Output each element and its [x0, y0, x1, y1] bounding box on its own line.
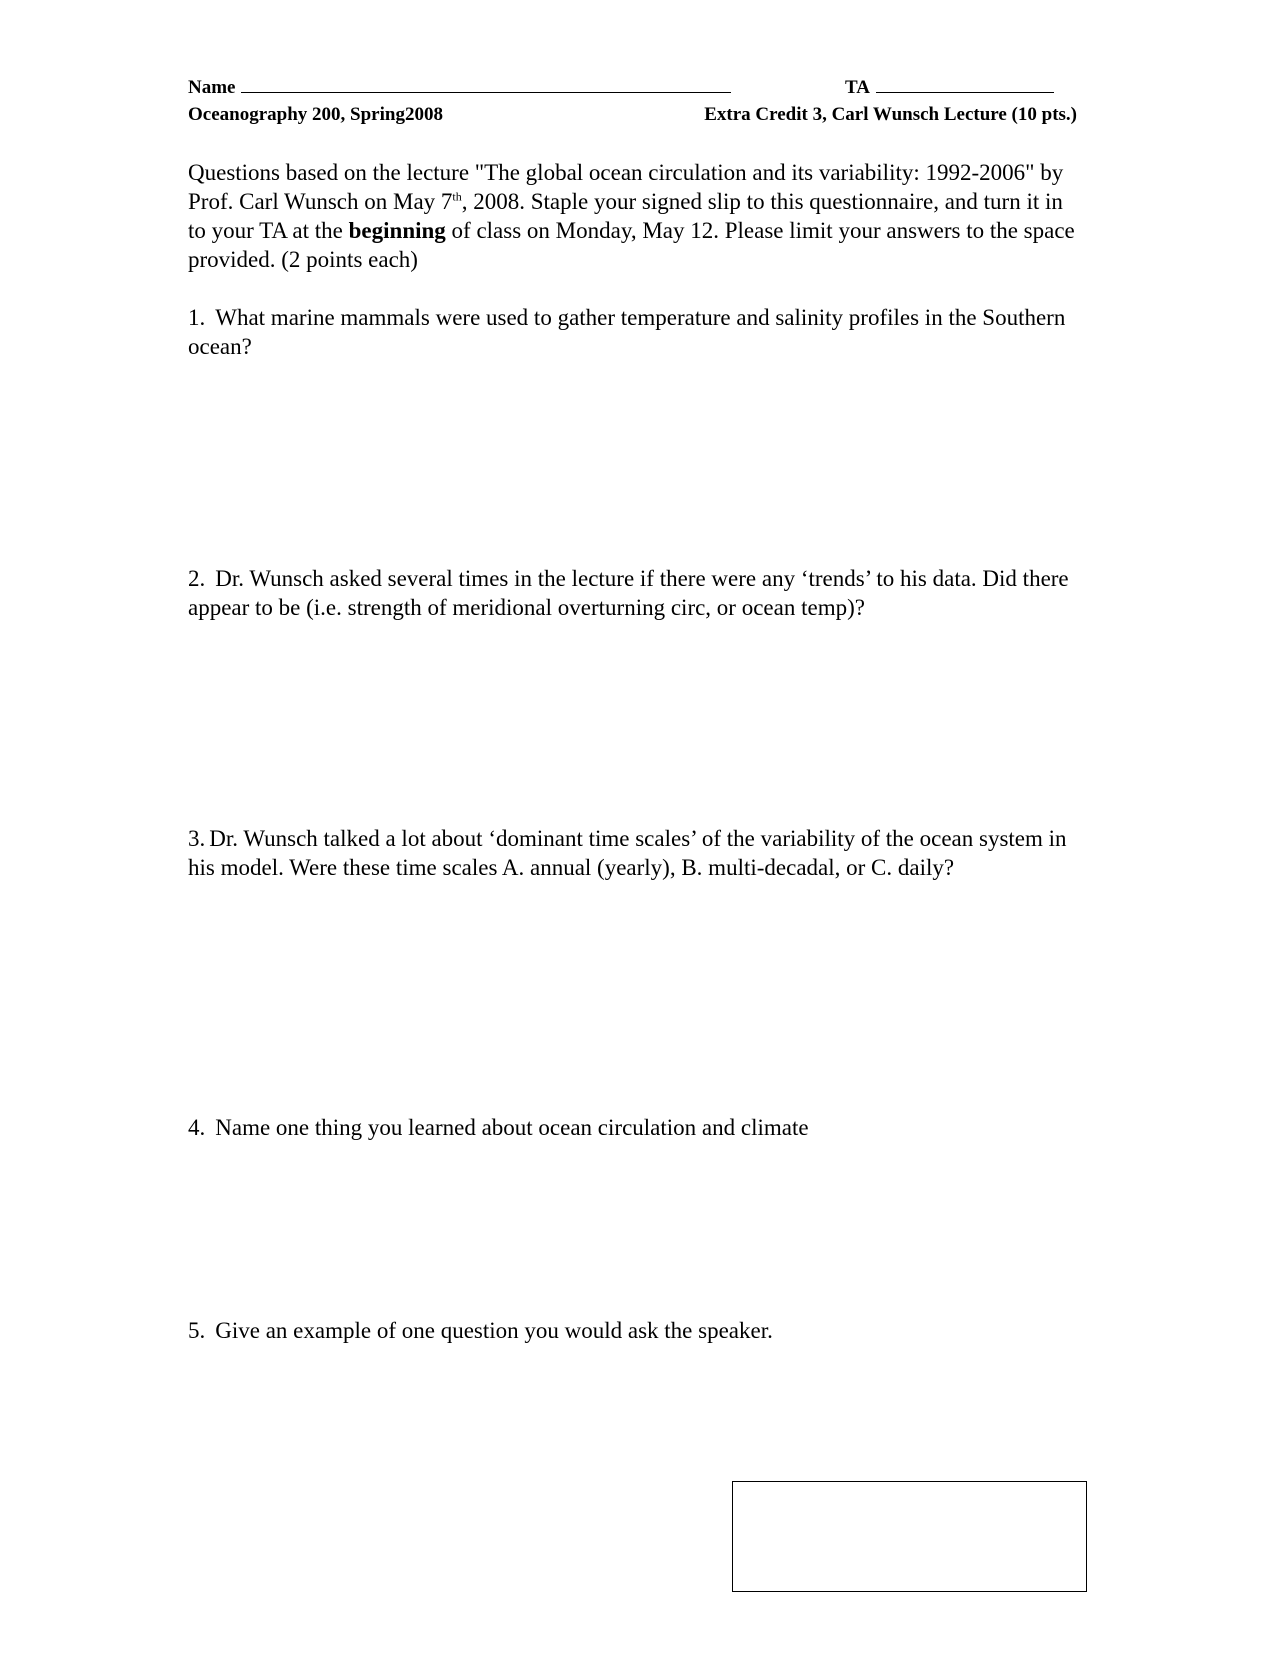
question-4 — [188, 1113, 1078, 1142]
question-text: Dr. Wunsch talked a lot about ‘dominant time scales’ of the variability of the ocean system in his model. Were these time scales A. annual (yearly), B. multi-decadal, or C. daily? — [188, 826, 1067, 880]
course-title: Oceanography 200, Spring2008 — [188, 104, 443, 125]
name-blank-line[interactable] — [241, 75, 731, 93]
name-field[interactable] — [188, 75, 731, 99]
intro-text-1: Questions based on the lecture "The global ocean circulation and its variability: 1992-2006" by Prof. Carl Wunsch on May 7 — [188, 160, 1064, 214]
question-text: Give an example of one question you would ask the speaker. — [215, 1318, 773, 1343]
question-3 — [188, 824, 1078, 882]
question-text: Name one thing you learned about ocean circulation and climate — [215, 1115, 809, 1140]
name-label: Name — [188, 77, 236, 98]
question-number: 5. — [188, 1318, 206, 1343]
slip-box[interactable] — [732, 1481, 1087, 1592]
question-number: 2. — [188, 566, 206, 591]
ta-blank-line[interactable] — [876, 75, 1054, 93]
question-number: 1. — [188, 305, 206, 330]
intro-paragraph — [188, 158, 1078, 274]
assignment-title: Extra Credit 3, Carl Wunsch Lecture (10 pts.) — [704, 104, 1077, 125]
question-2 — [188, 564, 1078, 622]
intro-bold-word: beginning — [348, 218, 446, 243]
question-text: Dr. Wunsch asked several times in the lecture if there were any ‘trends’ to his data. Did there appear to be (i.e. strength of meridional overturning circ, or ocean temp)? — [188, 566, 1069, 620]
question-number: 4. — [188, 1115, 206, 1140]
question-number: 3. — [188, 826, 206, 851]
intro-superscript: th — [452, 189, 462, 204]
question-1 — [188, 303, 1078, 361]
question-text: What marine mammals were used to gather temperature and salinity profiles in the Southern ocean? — [188, 305, 1066, 359]
intro-text-3: of class on Monday, May 12. Please limit your answers to the space provided. (2 points each) — [188, 218, 1075, 272]
ta-field[interactable] — [845, 75, 1054, 99]
ta-label: TA — [845, 77, 870, 98]
question-5 — [188, 1316, 1078, 1345]
intro-text-2: , 2008. Staple your signed slip to this questionnaire, and turn it in to your TA at the — [188, 189, 1063, 243]
